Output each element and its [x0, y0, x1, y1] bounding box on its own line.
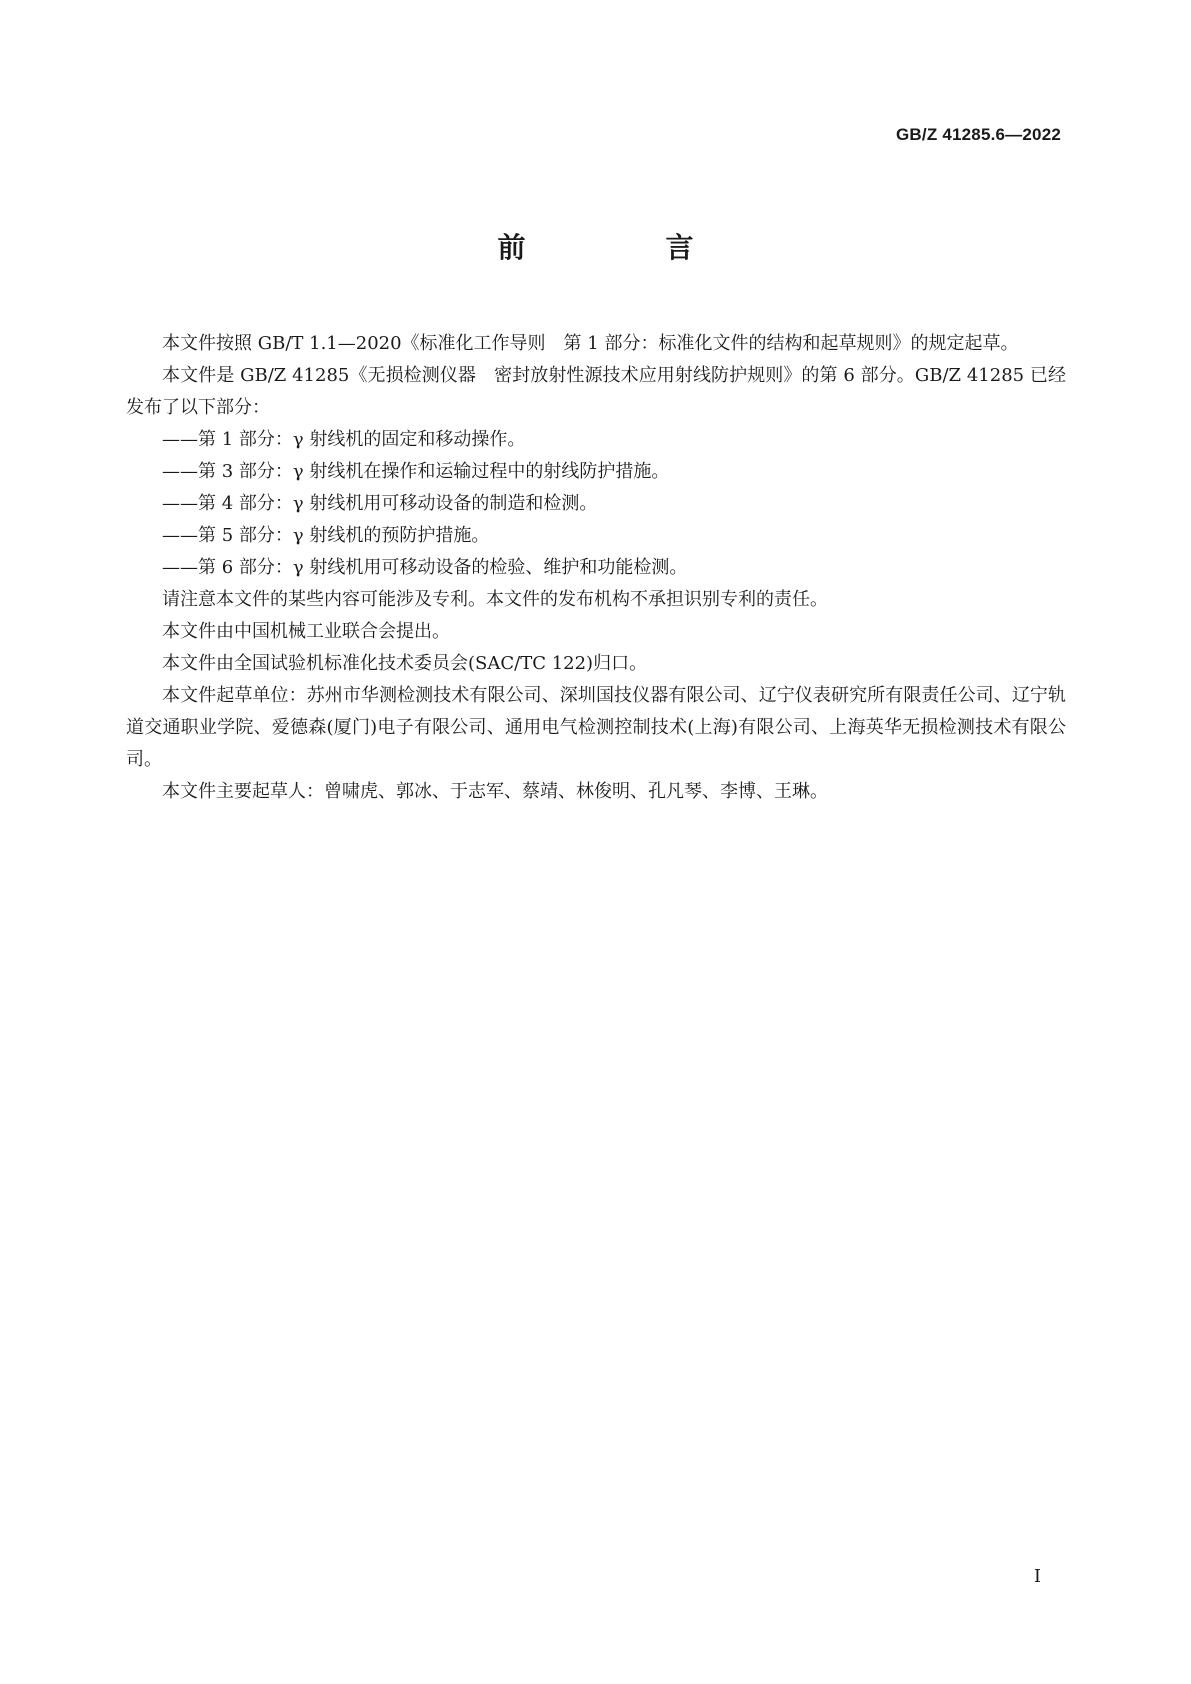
- paragraph-proposer: 本文件由中国机械工业联合会提出。: [162, 621, 450, 642]
- paragraph-series-part: 本文件是 GB/Z 41285《无损检测仪器 密封放射性源技术应用射线防护规则》的第 6 部分。GB/Z 41285 已经发布了以下部分：: [126, 365, 1066, 418]
- paragraph-drafting-rules: 本文件按照 GB/T 1.1—2020《标准化工作导则 第 1 部分：标准化文件的结构和起草规则》的规定起草。: [162, 333, 1019, 354]
- page-title: 前 言: [497, 231, 750, 264]
- standard-code: GB/Z 41285.6—2022: [896, 125, 1061, 144]
- list-item-part-4: ——第 4 部分：γ 射线机用可移动设备的制造和检测。: [162, 493, 598, 514]
- list-item-part-6: ——第 6 部分：γ 射线机用可移动设备的检验、维护和功能检测。: [162, 557, 688, 578]
- page-number: I: [1033, 1566, 1041, 1587]
- paragraph-drafters: 本文件主要起草人：曾啸虎、郭冰、于志军、蔡靖、林俊明、孔凡琴、李博、王琳。: [162, 781, 828, 802]
- foreword-body: [126, 328, 1066, 808]
- list-item-part-1: ——第 1 部分：γ 射线机的固定和移动操作。: [162, 429, 526, 450]
- list-item-part-5: ——第 5 部分：γ 射线机的预防护措施。: [162, 525, 490, 546]
- paragraph-drafting-units: 本文件起草单位：苏州市华测检测技术有限公司、深圳国技仪器有限公司、辽宁仪表研究所有限责任公司、辽宁轨道交通职业学院、爱德森(厦门)电子有限公司、通用电气检测控制技术(上海)有限公司、上海英华无损检测技术有限公司。: [126, 685, 1066, 770]
- paragraph-patent-notice: 请注意本文件的某些内容可能涉及专利。本文件的发布机构不承担识别专利的责任。: [162, 589, 828, 610]
- paragraph-administrator: 本文件由全国试验机标准化技术委员会(SAC/TC 122)归口。: [162, 653, 648, 674]
- list-item-part-3: ——第 3 部分：γ 射线机在操作和运输过程中的射线防护措施。: [162, 461, 670, 482]
